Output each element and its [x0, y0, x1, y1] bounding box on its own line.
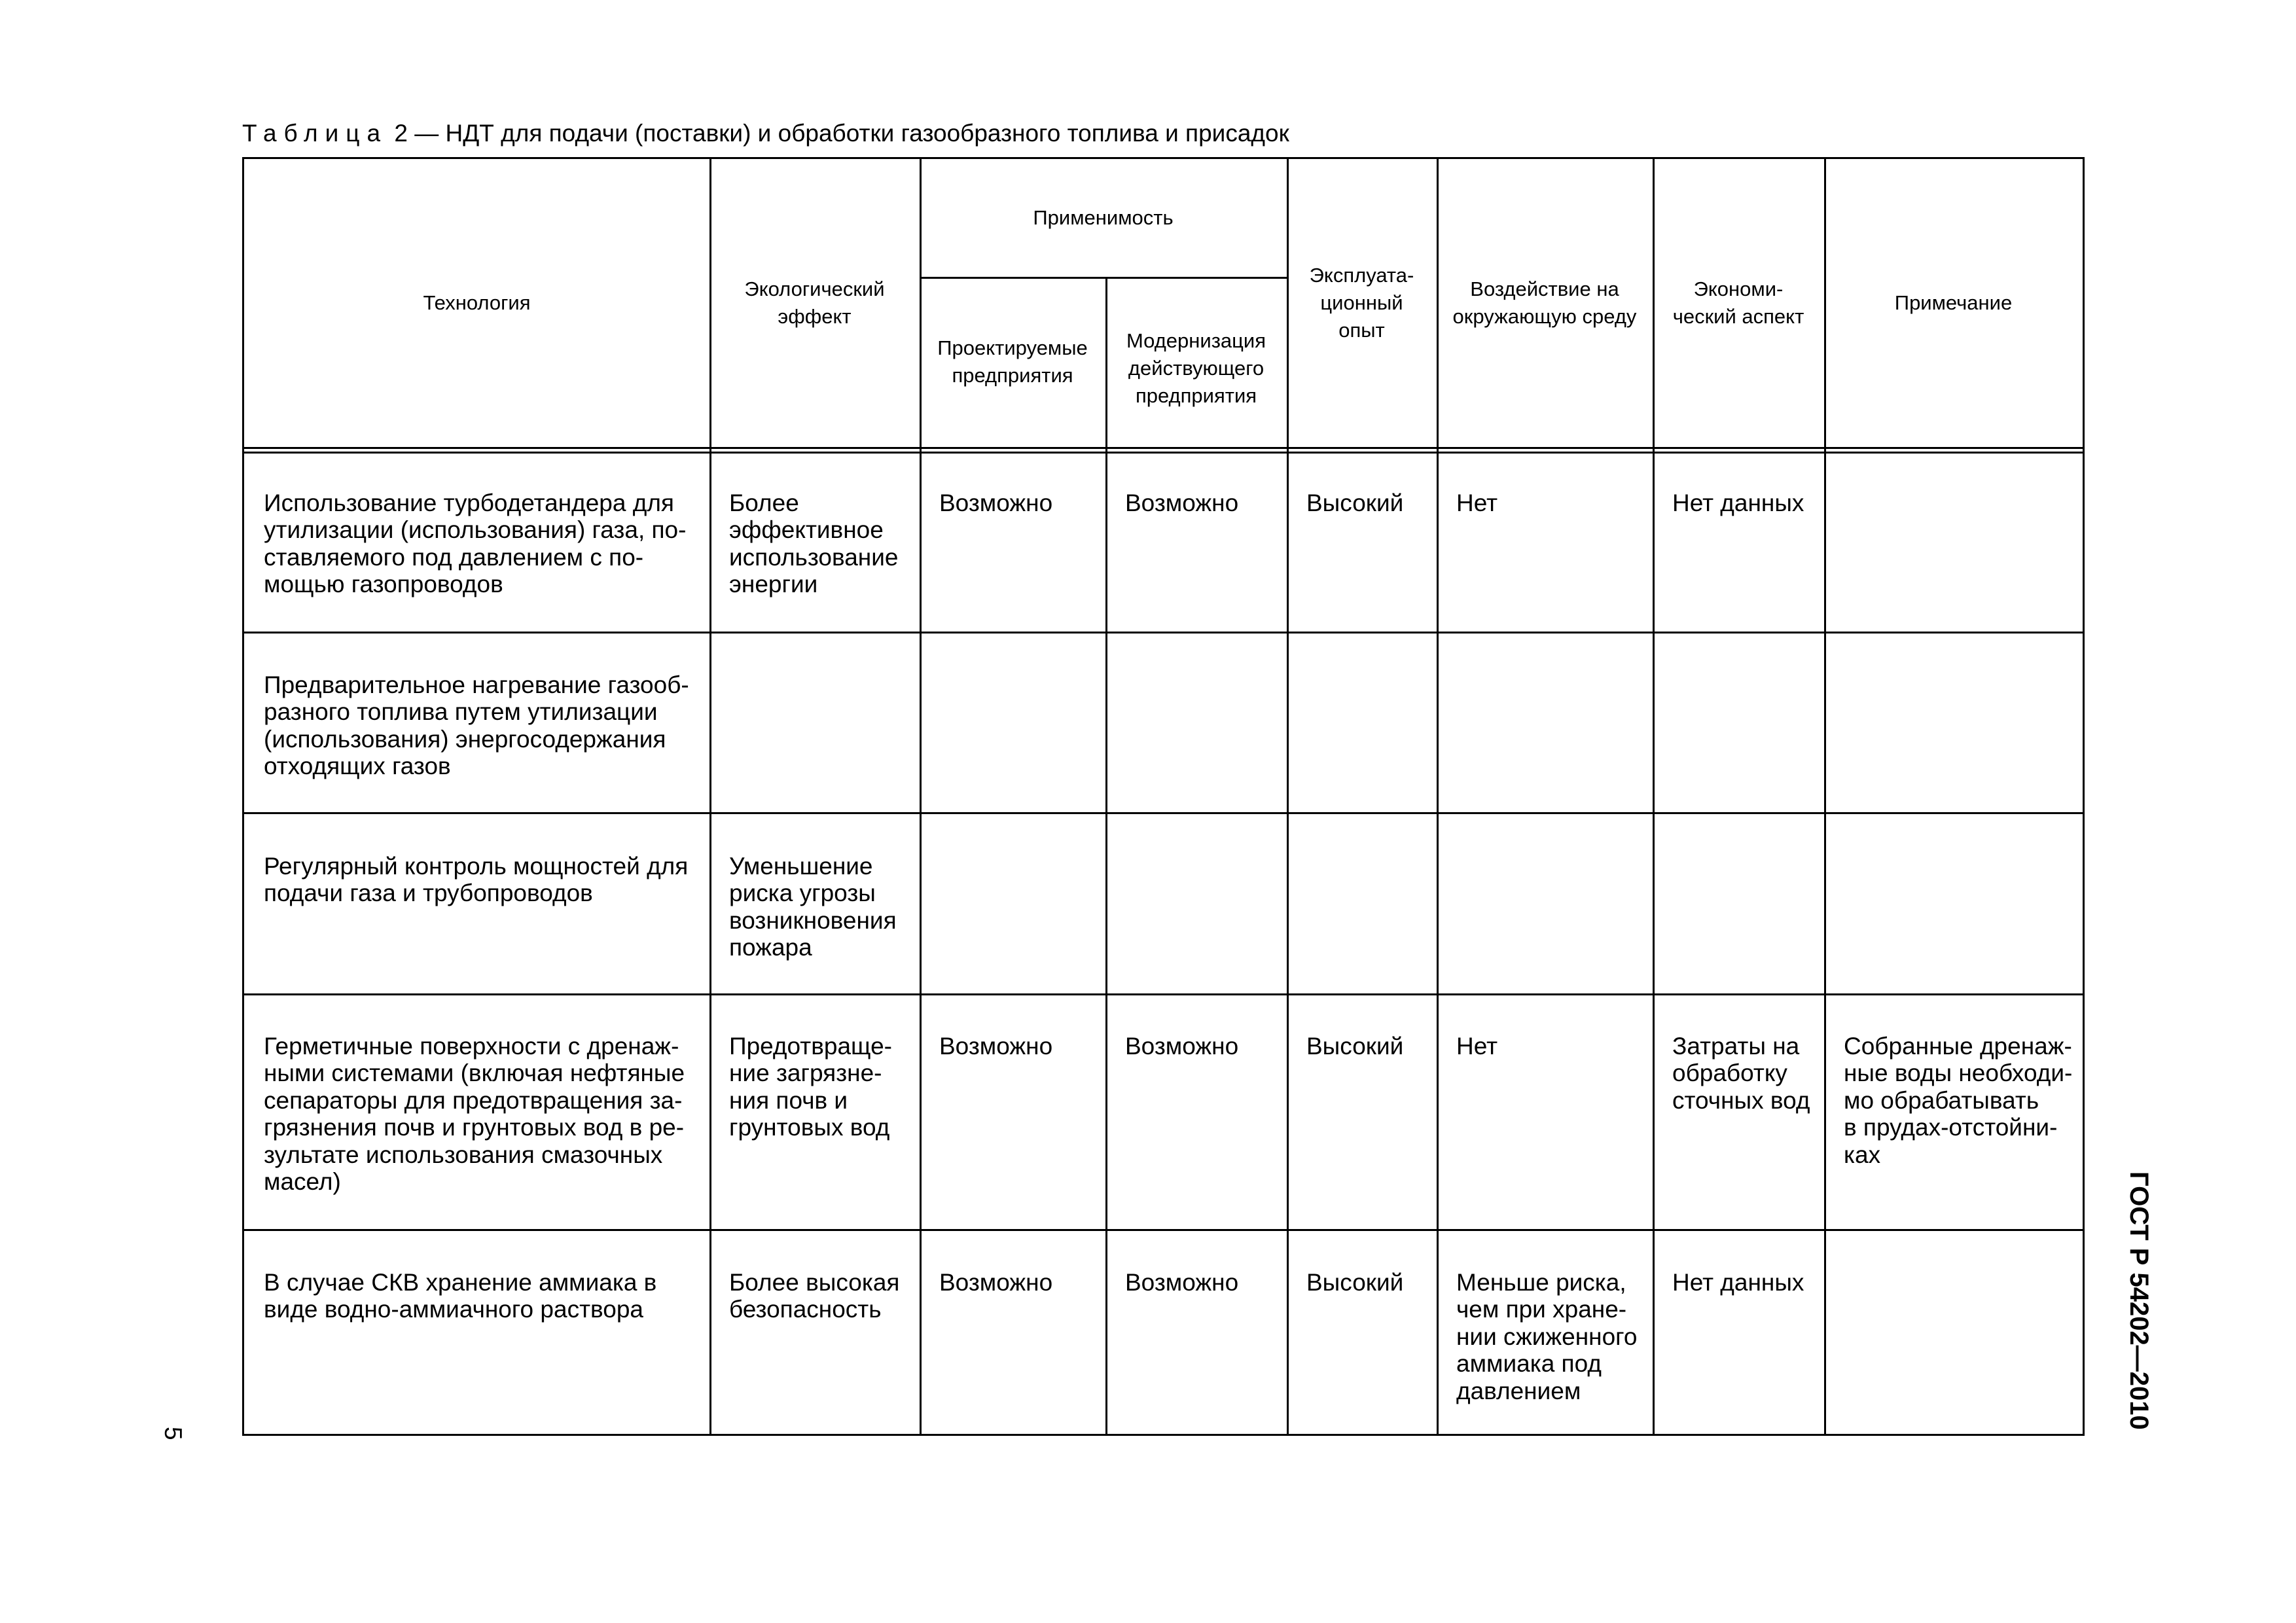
row3-technology: Регулярный контроль мощностей для подачи газа и трубопроводов	[264, 853, 689, 907]
row5-new: Возможно	[939, 1269, 1053, 1296]
row1-new: Возможно	[939, 490, 1053, 516]
header-modernization: Модернизация действующего предприятия	[1126, 329, 1266, 408]
table-caption-prefix: Таблица	[242, 120, 388, 147]
row1-impact: Нет	[1456, 490, 1498, 516]
document-code: ГОСТ Р 54202—2010	[2125, 1171, 2153, 1430]
row5-technology: В случае СКВ хранение аммиака в виде водно-аммиачного раствора	[264, 1269, 657, 1323]
row4-note: Собранные дренаж- ные воды необходи- мо обрабатывать в прудах-отстойни- ках	[1844, 1033, 2073, 1168]
row4-modern: Возможно	[1125, 1033, 1239, 1060]
header-note: Примечание	[1894, 291, 2013, 314]
row4-experience: Высокий	[1306, 1033, 1404, 1060]
row5-eco-effect: Более высокая безопасность	[729, 1269, 900, 1323]
row4-economic: Затраты на обработку сточных вод	[1672, 1033, 1810, 1114]
page-number: 5	[160, 1427, 187, 1440]
header-new-enterprises: Проектируемые предприятия	[937, 336, 1088, 387]
row1-technology: Использование турбодетандера для утилизации (использования) газа, по- ставляемого под давлением с по- мощью газопроводов	[264, 490, 687, 598]
row1-eco-effect: Более эффективное использование энергии	[729, 490, 899, 598]
row2-technology: Предварительное нагревание газооб- разного топлива путем утилизации (использования) энергосодержания отходящих газов	[264, 671, 689, 780]
header-applicability: Применимость	[1033, 205, 1174, 229]
row4-eco-effect: Предотвраще- ние загрязне- ния почв и грунтовых вод	[729, 1033, 892, 1141]
row1-modern: Возможно	[1125, 490, 1239, 516]
row5-modern: Возможно	[1125, 1269, 1239, 1296]
row5-economic: Нет данных	[1672, 1269, 1804, 1296]
header-eco-effect: Экологический эффект	[744, 277, 885, 328]
row3-eco-effect: Уменьшение риска угрозы возникновения пожара	[729, 853, 897, 961]
row4-technology: Герметичные поверхности с дренаж- ными системами (включая нефтяные сепараторы для предотвращения за- грязнения почв и грунтовых вод в ре- зультате использования смазочных масел)	[264, 1033, 685, 1196]
bat-table	[242, 157, 2085, 1436]
row4-new: Возможно	[939, 1033, 1053, 1060]
row5-experience: Высокий	[1306, 1269, 1404, 1296]
table-caption	[242, 120, 1289, 147]
row5-impact: Меньше риска, чем при хране- нии сжиженного аммиака под давлением	[1456, 1269, 1638, 1404]
header-technology: Технология	[423, 291, 531, 314]
row4-impact: Нет	[1456, 1033, 1498, 1060]
header-impact: Воздействие на окружающую среду	[1452, 277, 1637, 328]
table-caption-text: 2 — НДТ для подачи (поставки) и обработки газообразного топлива и присадок	[394, 120, 1289, 147]
row1-experience: Высокий	[1306, 490, 1404, 516]
header-economic: Экономи- ческий аспект	[1672, 277, 1804, 328]
row1-economic: Нет данных	[1672, 490, 1804, 516]
header-experience: Эксплуата- ционный опыт	[1309, 263, 1414, 342]
